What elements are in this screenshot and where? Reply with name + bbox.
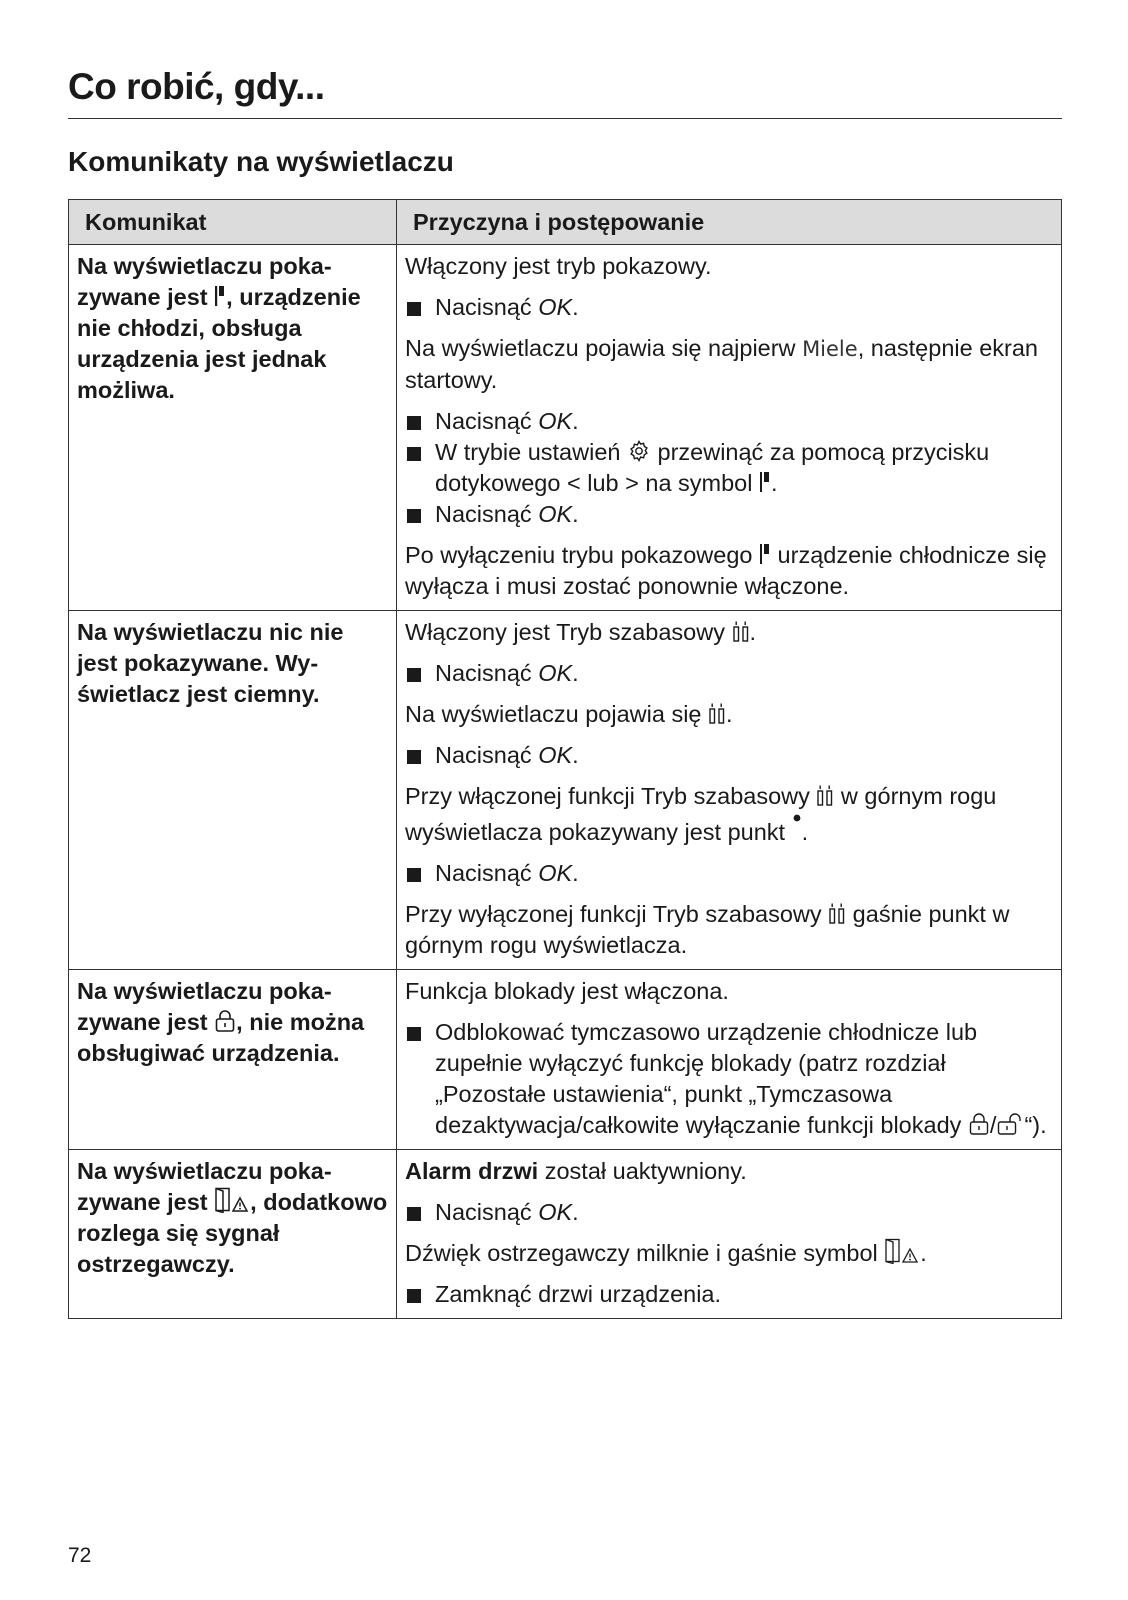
dot-icon [792, 812, 802, 842]
step-item: Nacisnąć OK. [405, 499, 1053, 530]
ok-key-label: OK [538, 501, 573, 527]
info-text: Dźwięk ostrzegawczy milknie i gaśnie symbol . [405, 1240, 927, 1266]
step-item: Nacisnąć OK. [405, 1197, 1053, 1228]
column-header-action: Przyczyna i postępowanie [397, 200, 1062, 245]
message-cell: Na wyświetlaczu nic nie jest pokazywane. Wyświetlacz jest ciemny. [69, 611, 397, 970]
cause-text: Funkcja blokady jest włączona. [405, 978, 729, 1004]
step-list [405, 292, 1053, 323]
action-cell [397, 611, 1062, 970]
cause-text: Alarm drzwi został uaktywniony. [405, 1158, 747, 1184]
step-list [405, 1017, 1053, 1141]
table-row [69, 611, 1062, 970]
ok-key-label: OK [538, 294, 573, 320]
column-header-message: Komunikat [69, 200, 397, 245]
message-cell: Na wyświetlaczu pokazywane jest , nie można obsługiwać urządzenia. [69, 970, 397, 1150]
step-list [405, 406, 1053, 530]
step-item: Nacisnąć OK. [405, 858, 1053, 889]
section-title: Komunikaty na wyświetlaczu [68, 146, 454, 177]
page-title: Co robić, gdy... [68, 66, 325, 107]
step-item: Zamknąć drzwi urządzenia. [405, 1279, 1053, 1310]
message-cell: Na wyświetlaczu pokazywane jest , urządzenie nie chłodzi, obsługa urządzenia jest jednak możliwa. [69, 245, 397, 611]
ok-key-label: OK [538, 660, 573, 686]
sabbath-icon [732, 619, 750, 643]
step-item: Nacisnąć OK. [405, 406, 1053, 437]
ok-key-label: OK [538, 1199, 573, 1225]
demo-mode-icon [759, 470, 771, 494]
sabbath-icon [708, 701, 726, 725]
step-list [405, 658, 1053, 689]
sabbath-icon [816, 783, 834, 807]
info-text: Przy włączonej funkcji Tryb szabasowy w górnym rogu wyświetlacza pokazywany jest punkt . [405, 783, 997, 845]
step-item: Nacisnąć OK. [405, 740, 1053, 771]
demo-mode-icon [214, 284, 226, 308]
demo-mode-icon [759, 542, 771, 566]
info-text: Na wyświetlaczu pojawia się najpierw Miele, następnie ekran startowy. [405, 335, 1038, 393]
step-list [405, 1197, 1053, 1228]
lock-icon [214, 1009, 236, 1033]
unlock-icon [996, 1112, 1024, 1136]
right-arrow-symbol: > [625, 470, 639, 496]
lock-icon [968, 1112, 990, 1136]
step-item: Nacisnąć OK. [405, 658, 1053, 689]
ok-key-label: OK [538, 742, 573, 768]
step-item: Nacisnąć OK. [405, 292, 1053, 323]
settings-gear-icon [627, 439, 651, 463]
action-cell [397, 1150, 1062, 1319]
door-alarm-icon [884, 1238, 920, 1264]
step-list [405, 1279, 1053, 1310]
display-messages-table [68, 199, 1062, 1319]
info-text: Na wyświetlaczu pojawia się . [405, 701, 733, 727]
miele-logo-text: Miele [802, 337, 858, 361]
cause-text: Włączony jest Tryb szabasowy . [405, 619, 757, 645]
page-number: 72 [68, 1544, 92, 1567]
table-row [69, 245, 1062, 611]
action-cell [397, 970, 1062, 1150]
step-item: W trybie ustawień przewinąć za pomocą przycisku dotykowego < lub > na symbol . [405, 437, 1053, 499]
table-row [69, 1150, 1062, 1319]
info-text: Po wyłączeniu trybu pokazowego urządzenie chłodnicze się wyłącza i musi zostać ponownie włączone. [405, 542, 1047, 599]
step-list [405, 740, 1053, 771]
cause-text: Włączony jest tryb pokazowy. [405, 253, 712, 279]
door-alarm-icon [214, 1187, 250, 1213]
step-list [405, 858, 1053, 889]
ok-key-label: OK [538, 408, 573, 434]
action-cell [397, 245, 1062, 611]
ok-key-label: OK [538, 860, 573, 886]
sabbath-icon [828, 901, 846, 925]
table-header-row [69, 200, 1062, 245]
table-row [69, 970, 1062, 1150]
message-cell: Na wyświetlaczu pokazywane jest , dodatkowo rozlega się sygnał ostrzegawczy. [69, 1150, 397, 1319]
info-text: Przy wyłączonej funkcji Tryb szabasowy gaśnie punkt w górnym rogu wyświetlacza. [405, 901, 1010, 958]
step-item: Odblokować tymczasowo urządzenie chłodnicze lub zupełnie wyłączyć funkcję blokady (patrz rozdział „Pozostałe ustawienia“, punkt „Tymczasowa dezaktywacja/całkowite wyłączanie funkcji blokady / “). [405, 1017, 1053, 1141]
left-arrow-symbol: < [566, 470, 581, 496]
title-divider [68, 118, 1062, 119]
